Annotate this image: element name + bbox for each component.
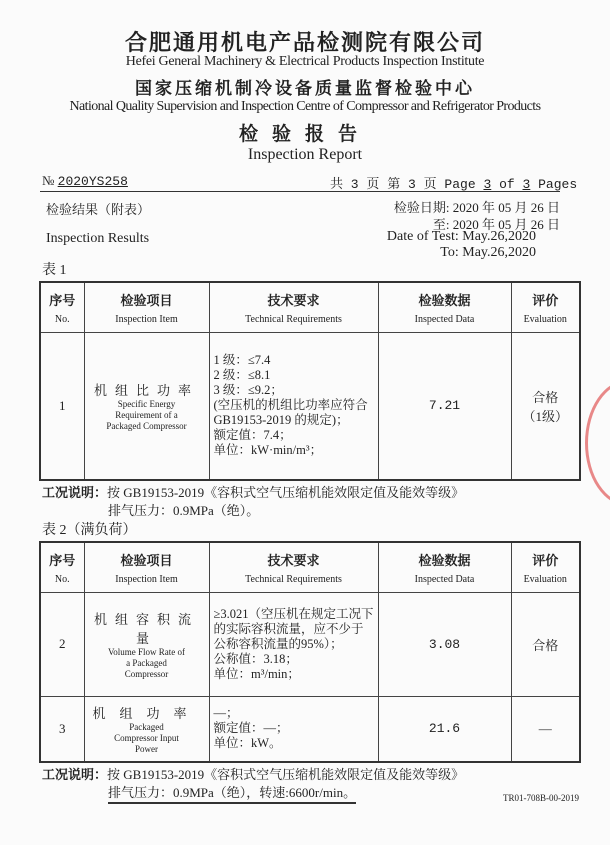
page-current: 3 — [483, 177, 492, 192]
note-line2-row — [42, 784, 579, 804]
row-data: 3.08 — [378, 592, 511, 696]
page-of: of — [499, 177, 515, 192]
date-from-en: Date of Test: May.26,2020 — [386, 229, 536, 244]
header-divider — [40, 191, 560, 192]
results-label-cn: 检验结果（附表） — [46, 202, 151, 217]
date-to-cn: 至: 2020 年 05 月 26 日 — [432, 217, 560, 232]
page-en-prefix: Page — [444, 177, 476, 192]
col-req-header: 技术要求 Technical Requirements — [209, 542, 378, 592]
table-row — [40, 592, 580, 696]
test-dates-en — [340, 229, 536, 261]
row-data: 7.21 — [378, 332, 511, 480]
row-evaluation: 合格 （1级） — [511, 332, 580, 480]
note-label: 工况说明： — [42, 485, 108, 500]
row-data: 21.6 — [378, 696, 511, 762]
row-item: 机组功率 Packaged Compressor Input Power — [84, 696, 209, 762]
results-section — [39, 262, 579, 806]
page-cn: 共 3 页 第 3 页 — [330, 177, 437, 192]
note-line2: 排气压力：0.9MPa（绝）。 — [108, 503, 260, 518]
table2-label: 表 2（满负荷） — [42, 523, 137, 538]
table2-header-row — [40, 542, 580, 592]
col-data-header: 检验数据 Inspected Data — [378, 282, 511, 332]
report-title-cn: 检验报告 — [238, 124, 371, 145]
report-number — [42, 173, 128, 189]
form-code: TR01-708B-00-2019 — [503, 793, 579, 803]
report-number-value: 2020YS258 — [57, 174, 128, 189]
row-evaluation: 合格 — [511, 592, 580, 696]
org-name-cn: 合肥通用机电产品检测院有限公司 — [124, 30, 485, 55]
table1-note — [42, 484, 579, 520]
number-prefix: № — [42, 173, 55, 188]
row-evaluation: — — [511, 696, 580, 762]
table-row — [40, 332, 580, 480]
col-eval-header: 评价 Evaluation — [511, 542, 580, 592]
page-suffix: Pages — [538, 177, 578, 192]
table1-header-row — [40, 282, 580, 332]
table-row — [40, 696, 580, 762]
date-to-en: To: May.26,2020 — [440, 245, 536, 260]
note-line1: 按 GB19153-2019《容积式空气压缩机能效限定值及能效等级》 — [107, 767, 465, 782]
col-item-header: 检验项目 Inspection Item — [84, 542, 209, 592]
page-indicator — [330, 173, 577, 192]
row-no: 2 — [40, 592, 84, 696]
col-data-header: 检验数据 Inspected Data — [378, 542, 511, 592]
test-dates — [360, 199, 560, 233]
col-eval-header: 评价 Evaluation — [511, 282, 580, 332]
col-no-header: 序号 No. — [40, 542, 84, 592]
org-name-en: Hefei General Machinery & Electrical Products Inspection Institute — [125, 54, 485, 69]
centre-name-en: National Quality Supervision and Inspection Centre of Compressor and Refrigerator Products — [69, 99, 541, 114]
row-requirements: —； 额定值：—； 单位：kW。 — [209, 696, 378, 762]
note-label: 工况说明： — [42, 767, 108, 782]
row-no: 3 — [40, 696, 84, 762]
col-req-header: 技术要求 Technical Requirements — [209, 282, 378, 332]
table2 — [39, 541, 581, 763]
official-seal — [585, 380, 610, 506]
row-item: 机组比功率 Specific Energy Requirement of a Packaged Compressor — [84, 332, 209, 480]
centre-name-cn: 国家压缩机制冷设备质量监督检验中心 — [135, 79, 475, 98]
date-from-cn: 检验日期: 2020 年 05 月 26 日 — [393, 200, 560, 215]
page-total: 3 — [522, 177, 531, 192]
results-label-en: Inspection Results — [46, 231, 150, 246]
row-requirements: 1 级：≤7.4 2 级：≤8.1 3 级：≤9.2； (空压机的机组比功率应符合 GB19153-2019 的规定)； 额定值：7.4； 单位：kW·min/m³； — [209, 332, 378, 480]
col-item-header: 检验项目 Inspection Item — [84, 282, 209, 332]
table1-label: 表 1 — [42, 263, 67, 278]
table2-note — [42, 766, 579, 804]
row-no: 1 — [40, 332, 84, 480]
note-line1: 按 GB19153-2019《容积式空气压缩机能效限定值及能效等级》 — [107, 485, 465, 500]
note-line2: 排气压力：0.9MPa（绝），转速:6600r/min。 — [108, 784, 356, 804]
report-title-en: Inspection Report — [247, 146, 363, 163]
table1 — [39, 281, 581, 481]
col-no-header: 序号 No. — [40, 282, 84, 332]
row-item: 机组容积流量 Volume Flow Rate of a Packaged Compressor — [84, 592, 209, 696]
row-requirements: ≥3.021（空压机在规定工况下的实际容积流量，应不少于公称容积流量的95%）； 公称值：3.18； 单位：m³/min； — [209, 592, 378, 696]
